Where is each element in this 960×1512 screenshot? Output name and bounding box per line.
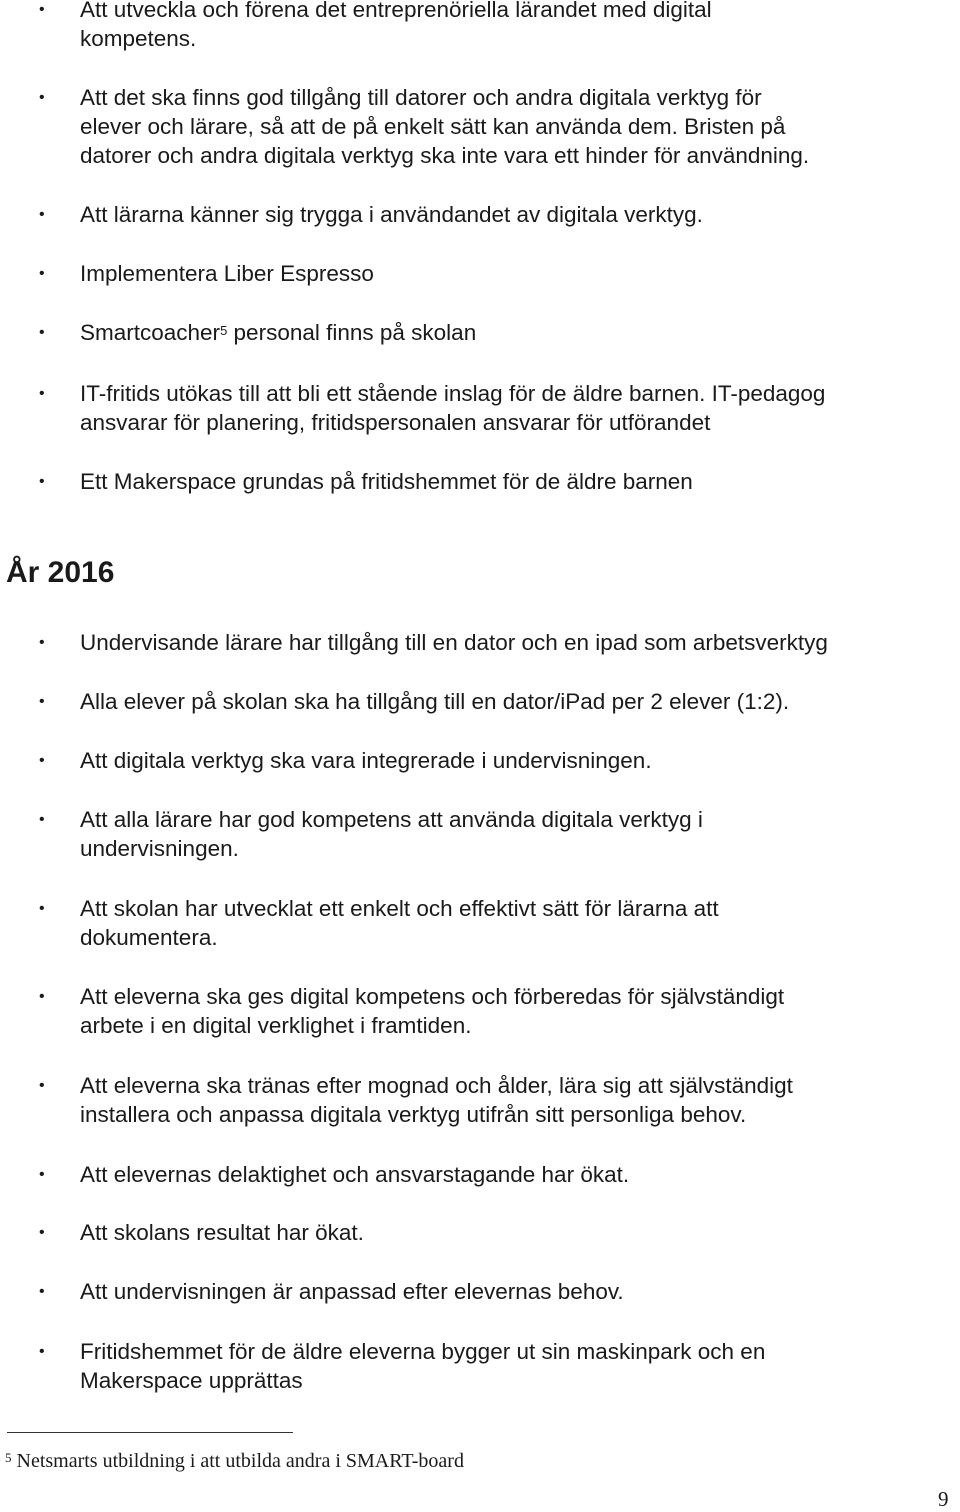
list-item-text — [80, 318, 950, 347]
bullet-marker: • — [39, 988, 45, 1005]
bullet-marker: • — [39, 473, 45, 490]
bullet-marker: • — [39, 385, 45, 402]
list-item-text: Att skolan har utvecklat ett enkelt och effektivt sätt för lärarna att dokumentera. — [80, 896, 719, 950]
list-item-text: Att lärarna känner sig trygga i användandet av digitala verktyg. — [80, 202, 703, 227]
bullet-marker: • — [39, 1166, 45, 1183]
bullet-marker: • — [39, 265, 45, 282]
bullet-marker: • — [39, 693, 45, 710]
list-item-text: Att skolans resultat har ökat. — [80, 1220, 364, 1245]
list-item-text-before: Smartcoacher — [80, 320, 221, 345]
footnote-reference: 5 — [220, 323, 228, 338]
bullet-marker: • — [39, 206, 45, 223]
bullet-marker: • — [39, 1224, 45, 1241]
list-item-text: Att undervisningen är anpassad efter elevernas behov. — [80, 1279, 624, 1304]
bullet-marker: • — [39, 89, 45, 106]
list-item-text: Att alla lärare har god kompetens att använda digitala verktyg i undervisningen. — [80, 807, 703, 861]
footnote-text: Netsmarts utbildning i att utbilda andra i SMART-board — [11, 1450, 464, 1472]
list-item-text: Att elevernas delaktighet och ansvarstagande har ökat. — [80, 1162, 630, 1187]
footnote-mark: 5 — [5, 1450, 12, 1465]
bullet-marker: • — [39, 1077, 45, 1094]
list-item-text: Undervisande lärare har tillgång till en dator och en ipad som arbetsverktyg — [80, 630, 828, 655]
section-heading: År 2016 — [6, 556, 115, 589]
list-item-text: Fritidshemmet för de äldre eleverna bygger ut sin maskinpark och en Makerspace upprättas — [80, 1339, 766, 1393]
bullet-marker: • — [39, 1, 45, 18]
bullet-marker: • — [39, 811, 45, 828]
list-item-text: Att utveckla och förena det entreprenöriella lärandet med digital kompetens. — [80, 0, 712, 51]
list-item-text: Ett Makerspace grundas på fritidshemmet för de äldre barnen — [80, 469, 693, 494]
bullet-marker: • — [39, 324, 45, 341]
list-item-text: Att eleverna ska tränas efter mognad och ålder, lära sig att självständigt installera och anpassa digitala verktyg utifrån sitt personliga behov. — [80, 1073, 793, 1127]
footnote-divider — [7, 1432, 293, 1433]
list-item-text: IT-fritids utökas till att bli ett stående inslag för de äldre barnen. IT-pedagog ansvarar för planering, fritidspersonalen ansvarar för utförandet — [80, 381, 826, 435]
bullet-marker: • — [39, 634, 45, 651]
page-number: 9 — [938, 1487, 949, 1511]
list-item-text: Att digitala verktyg ska vara integrerade i undervisningen. — [80, 748, 652, 773]
footnote — [5, 1448, 464, 1474]
bullet-marker: • — [39, 900, 45, 917]
list-item-text: Alla elever på skolan ska ha tillgång till en dator/iPad per 2 elever (1:2). — [80, 689, 790, 714]
bullet-marker: • — [39, 752, 45, 769]
list-item-text-after: personal finns på skolan — [227, 320, 477, 345]
list-item-text: Att det ska finns god tillgång till datorer och andra digitala verktyg för elever och lärare, så att de på enkelt sätt kan använda dem. Bristen på datorer och andra digitala verktyg ska inte vara ett hinder för användning. — [80, 85, 810, 168]
bullet-marker: • — [39, 1283, 45, 1300]
list-item-text: Att eleverna ska ges digital kompetens och förberedas för självständigt arbete i en digital verklighet i framtiden. — [80, 984, 785, 1038]
list-item-text: Implementera Liber Espresso — [80, 261, 374, 286]
bullet-marker: • — [39, 1343, 45, 1360]
